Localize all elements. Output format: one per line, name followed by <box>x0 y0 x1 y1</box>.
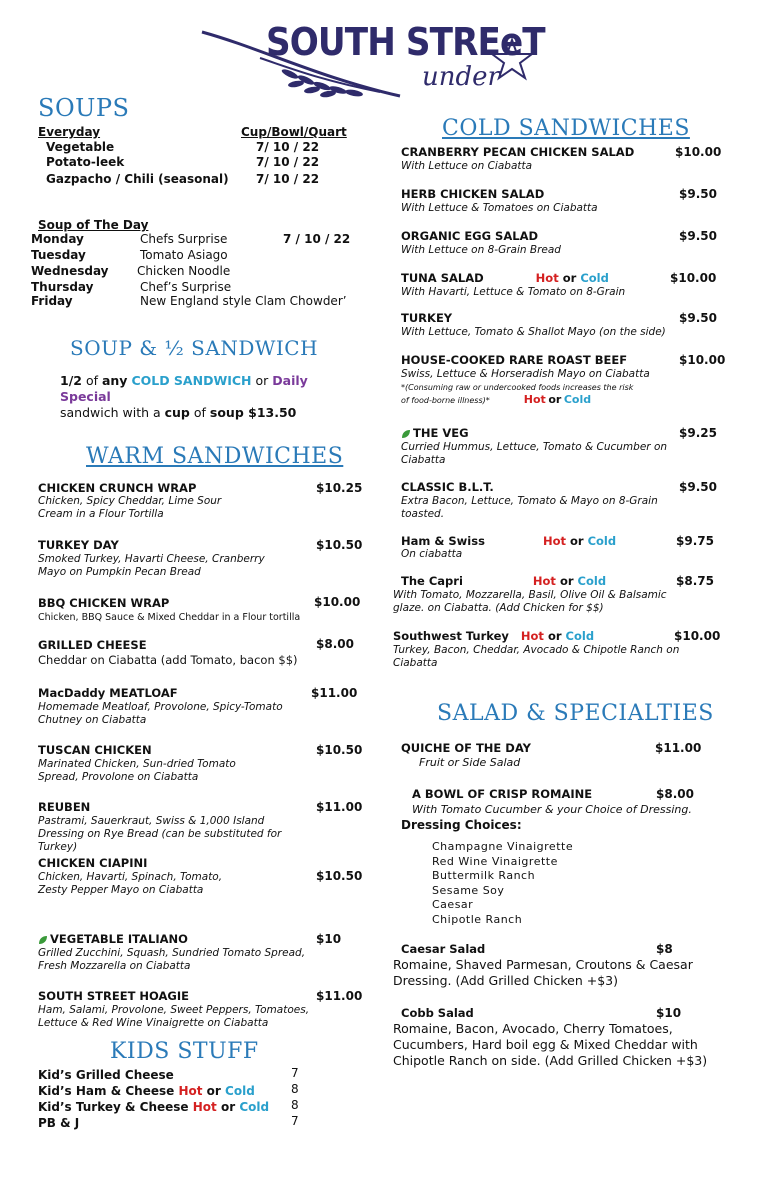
text-cold-sandwich: COLD SANDWICH <box>131 373 252 388</box>
day-label: Thursday <box>31 280 94 294</box>
menu-item-desc: With Lettuce on Ciabatta <box>401 160 533 172</box>
or-label: or <box>206 1084 221 1098</box>
menu-item-label: VEGETABLE ITALIANO <box>50 932 188 946</box>
soup-of-day-label: Soup of The Day <box>38 218 149 232</box>
hot-label: Hot <box>523 393 546 406</box>
menu-item-name: Cobb Salad <box>401 1006 474 1020</box>
day-soup: Chefs Surprise <box>140 232 228 246</box>
menu-item-price: $9.50 <box>679 480 717 494</box>
menu-item-name: TURKEY DAY <box>38 538 119 552</box>
soups-title: SOUPS <box>38 94 130 122</box>
menu-item-price: $11.00 <box>655 741 702 755</box>
leaf-icon <box>38 935 48 945</box>
day-soup: Tomato Asiago <box>140 248 228 262</box>
menu-item-desc: Chicken, Havarti, Spinach, Tomato, Zesty Pepper Mayo on Ciabatta <box>38 871 223 896</box>
menu-item-desc: Marinated Chicken, Sun-dried Tomato Spread, Provolone on Ciabatta <box>38 758 236 783</box>
menu-item-desc: Smoked Turkey, Havarti Cheese, Cranberry Mayo on Pumpkin Pecan Bread <box>38 553 265 578</box>
menu-item-name: ORGANIC EGG SALAD <box>401 229 539 243</box>
hot-label: Hot <box>192 1100 217 1114</box>
menu-item-desc: Extra Bacon, Lettuce, Tomato & Mayo on 8-Grain toasted. <box>401 495 658 520</box>
text-sandwich-with: sandwich with a <box>60 405 165 420</box>
day-label: Tuesday <box>31 248 86 262</box>
menu-item-price: $10.00 <box>675 145 722 159</box>
kids-item-label: Kid’s Turkey & Cheese <box>38 1100 189 1114</box>
menu-item-price: $10.00 <box>674 629 721 643</box>
menu-item-desc: With Tomato Cucumber & your Choice of Dressing. <box>412 803 692 816</box>
hot-label: Hot <box>542 534 566 548</box>
menu-item-price: $9.50 <box>679 187 717 201</box>
menu-item-name <box>401 574 606 588</box>
kids-item-price: 7 <box>291 1066 299 1080</box>
menu-item-desc: Fruit or Side Salad <box>419 756 521 769</box>
or-label: or <box>570 534 584 548</box>
menu-item-note: *(Consuming raw or undercooked foods increases the risk <box>401 383 634 392</box>
menu-item-desc: With Havarti, Lettuce & Tomato on 8-Grain <box>401 286 626 298</box>
menu-item-label: THE VEG <box>413 426 469 440</box>
cold-label: Cold <box>225 1084 255 1098</box>
menu-item-name <box>401 534 616 548</box>
or-label: or <box>559 574 574 588</box>
text-any: any <box>101 373 128 388</box>
menu-item-desc: Pastrami, Sauerkraut, Swiss & 1,000 Island Dressing on Rye Bread (can be substituted for Turkey) <box>38 815 282 853</box>
menu-item-note <box>401 394 591 406</box>
menu-item-price: $9.75 <box>676 534 714 548</box>
menu-item-price: $11.00 <box>316 989 363 1003</box>
or-label: or <box>547 629 562 643</box>
menu-item-desc: Grilled Zucchini, Squash, Sundried Tomato Spread, Fresh Mozzarella on Ciabatta <box>38 947 306 972</box>
menu-item-name: CLASSIC B.L.T. <box>401 480 494 494</box>
menu-item-name: MacDaddy MEATLOAF <box>38 686 178 700</box>
menu-item-name <box>393 629 594 643</box>
menu-item-name: SOUTH STREET HOAGIE <box>38 989 189 1003</box>
sizes-label: Cup/Bowl/Quart <box>241 125 347 139</box>
menu-item-price: $10.00 <box>670 271 717 285</box>
kids-item-price: 8 <box>291 1082 299 1096</box>
soup-price: 7/ 10 / 22 <box>256 172 320 186</box>
text-fraction: 1/2 <box>60 373 82 388</box>
text-of: of <box>81 373 102 388</box>
menu-item-name: CHICKEN CRUNCH WRAP <box>38 481 197 495</box>
day-label: Monday <box>31 232 84 246</box>
menu-item-name: CRANBERRY PECAN CHICKEN SALAD <box>401 145 635 159</box>
menu-item-price: $8.75 <box>676 574 714 588</box>
menu-item-label: The Capri <box>401 574 463 588</box>
menu-item-label: Ham & Swiss <box>401 534 485 548</box>
warm-sandwiches-title: WARM SANDWICHES <box>86 444 344 469</box>
menu-item-price: $11.00 <box>311 686 358 700</box>
menu-item-desc: Swiss, Lettuce & Horseradish Mayo on Ciabatta <box>401 368 650 380</box>
soup-sandwich-title: SOUP & ½ SANDWICH <box>70 336 319 360</box>
menu-item-price: $10.00 <box>679 353 726 367</box>
dressing-item: Chipotle Ranch <box>432 912 523 926</box>
or-label: or <box>548 393 562 406</box>
menu-item-price: $8.00 <box>656 787 694 801</box>
text-of: of <box>189 405 210 420</box>
text-cup: cup <box>164 405 190 420</box>
menu-item-price: $10.25 <box>316 481 363 495</box>
dressing-item: Champagne Vinaigrette <box>432 840 574 853</box>
menu-item-desc: On ciabatta <box>401 548 463 560</box>
hot-label: Hot <box>532 574 556 588</box>
menu-item-name: CHICKEN CIAPINI <box>38 856 148 870</box>
cold-label: Cold <box>565 629 595 643</box>
menu-item-desc: Romaine, Shaved Parmesan, Croutons & Caesar Dressing. (Add Grilled Chicken +$3) <box>393 957 693 988</box>
dressing-label: Dressing Choices: <box>401 818 522 832</box>
note-text: of food-borne illness)* <box>401 396 490 405</box>
menu-item-desc: Ham, Salami, Provolone, Sweet Peppers, Tomatoes, Lettuce & Red Wine Vinaigrette on Ciabatta <box>38 1004 310 1029</box>
dressing-item: Red Wine Vinaigrette <box>432 854 558 868</box>
menu-item-price: $9.50 <box>679 229 717 243</box>
menu-item-desc: With Lettuce & Tomatoes on Ciabatta <box>401 202 598 214</box>
hot-label: Hot <box>535 271 559 285</box>
menu-item-price: $10.50 <box>316 538 363 552</box>
kids-item-label: Kid’s Ham & Cheese <box>38 1084 175 1098</box>
menu-item-name: HERB CHICKEN SALAD <box>401 187 545 201</box>
menu-item-desc: Turkey, Bacon, Cheddar, Avocado & Chipotle Ranch on Ciabatta <box>393 644 680 669</box>
menu-item-desc: With Lettuce on 8-Grain Bread <box>401 244 561 256</box>
cold-label: Cold <box>239 1100 270 1114</box>
kids-item-price: 8 <box>291 1098 299 1112</box>
menu-item-desc: Curried Hummus, Lettuce, Tomato & Cucumber on Ciabatta <box>401 441 668 466</box>
dressing-list <box>432 840 573 927</box>
menu-item-name: TURKEY <box>401 311 453 325</box>
logo <box>200 18 545 110</box>
leaf-icon <box>401 429 411 439</box>
soup-name: Gazpacho / Chili (seasonal) <box>46 172 229 186</box>
kids-title: KIDS STUFF <box>110 1039 259 1064</box>
logo-title: SOUTH STREeT <box>266 20 545 64</box>
everyday-label: Everyday <box>38 125 101 139</box>
menu-item-name: BBQ CHICKEN WRAP <box>38 596 170 610</box>
menu-item-price: $8 <box>656 942 673 956</box>
dressing-item: Buttermilk Ranch <box>432 869 536 882</box>
menu-item-label: Southwest Turkey <box>393 629 509 643</box>
day-label: Friday <box>31 294 73 308</box>
menu-item-label: TUNA SALAD <box>401 271 484 285</box>
cold-label: Cold <box>580 271 609 285</box>
dressing-item: Sesame Soy <box>432 883 505 897</box>
hot-label: Hot <box>178 1084 203 1098</box>
menu-item-price: $9.50 <box>679 311 717 325</box>
soup-price: 7/ 10 / 22 <box>256 155 320 169</box>
day-soup: Chicken Noodle <box>137 264 231 278</box>
menu-item-name: REUBEN <box>38 800 91 814</box>
menu-item-price: $9.25 <box>679 426 717 440</box>
menu-item-name <box>401 271 609 285</box>
cold-label: Cold <box>563 393 592 406</box>
menu-item-price: $10 <box>656 1006 682 1020</box>
menu-item-price: $8.00 <box>316 637 354 651</box>
text-price: $13.50 <box>243 405 297 420</box>
kids-item-name <box>38 1100 269 1114</box>
menu-item-name: A BOWL OF CRISP ROMAINE <box>412 787 593 801</box>
kids-item-name <box>38 1084 255 1098</box>
kids-item-price: 7 <box>291 1114 299 1128</box>
cold-sandwiches-title: COLD SANDWICHES <box>442 116 690 141</box>
menu-item-desc: Romaine, Bacon, Avocado, Cherry Tomatoes, Cucumbers, Hard boil egg & Mixed Cheddar with Chipotle Ranch on side. (Add Grilled Chicken +$3) <box>393 1021 708 1068</box>
or-label: or <box>220 1100 236 1114</box>
text-daily-special: Daily Special <box>60 373 308 404</box>
day-price: 7 / 10 / 22 <box>283 232 351 246</box>
menu-item-desc: With Lettuce, Tomato & Shallot Mayo (on the side) <box>401 326 666 338</box>
menu-item-desc: Homemade Meatloaf, Provolone, Spicy-Tomato Chutney on Ciabatta <box>38 701 283 726</box>
menu-item-name: GRILLED CHEESE <box>38 638 147 652</box>
menu-item-name: HOUSE-COOKED RARE ROAST BEEF <box>401 353 628 367</box>
menu-item-name: TUSCAN CHICKEN <box>38 743 152 757</box>
menu-item-price: $10 <box>316 932 342 946</box>
hot-label: Hot <box>520 629 544 643</box>
menu-item-name: Caesar Salad <box>401 942 486 956</box>
dressing-item: Caesar <box>432 898 474 911</box>
menu-item-name <box>401 426 469 440</box>
logo-subtitle: under <box>422 62 500 92</box>
or-label: or <box>562 271 577 285</box>
cold-label: Cold <box>577 574 607 588</box>
menu-item-desc: With Tomato, Mozzarella, Basil, Olive Oil & Balsamic glaze. on Ciabatta. (Add Chicken for $$) <box>393 589 667 614</box>
menu-item-price: $10.00 <box>314 595 361 609</box>
menu-item-price: $11.00 <box>316 800 363 814</box>
day-soup: Chef’s Surprise <box>140 280 232 294</box>
menu-item-name: QUICHE OF THE DAY <box>401 741 531 755</box>
salad-title: SALAD & SPECIALTIES <box>437 701 714 726</box>
day-label: Wednesday <box>31 264 109 278</box>
day-soup: New England style Clam Chowder’ <box>140 294 347 308</box>
soup-name: Potato-leek <box>46 155 125 169</box>
text-or: or <box>251 373 273 388</box>
menu-item-desc: Chicken, BBQ Sauce & Mixed Cheddar in a Flour tortilla <box>38 612 301 623</box>
soup-price: 7/ 10 / 22 <box>256 140 320 154</box>
soup-sandwich-desc <box>60 373 360 421</box>
menu-item-name <box>38 932 188 946</box>
soup-name: Vegetable <box>46 140 115 154</box>
kids-item-name: Kid’s Grilled Cheese <box>38 1068 174 1082</box>
text-soup: soup <box>209 405 244 420</box>
menu-item-desc: Chicken, Spicy Cheddar, Lime Sour Cream in a Flour Tortilla <box>38 495 222 520</box>
cold-label: Cold <box>587 534 617 548</box>
menu-item-price: $10.50 <box>316 869 363 883</box>
menu-item-price: $10.50 <box>316 743 363 757</box>
menu-item-desc: Cheddar on Ciabatta (add Tomato, bacon $$) <box>38 653 298 667</box>
kids-item-name: PB & J <box>38 1116 80 1130</box>
